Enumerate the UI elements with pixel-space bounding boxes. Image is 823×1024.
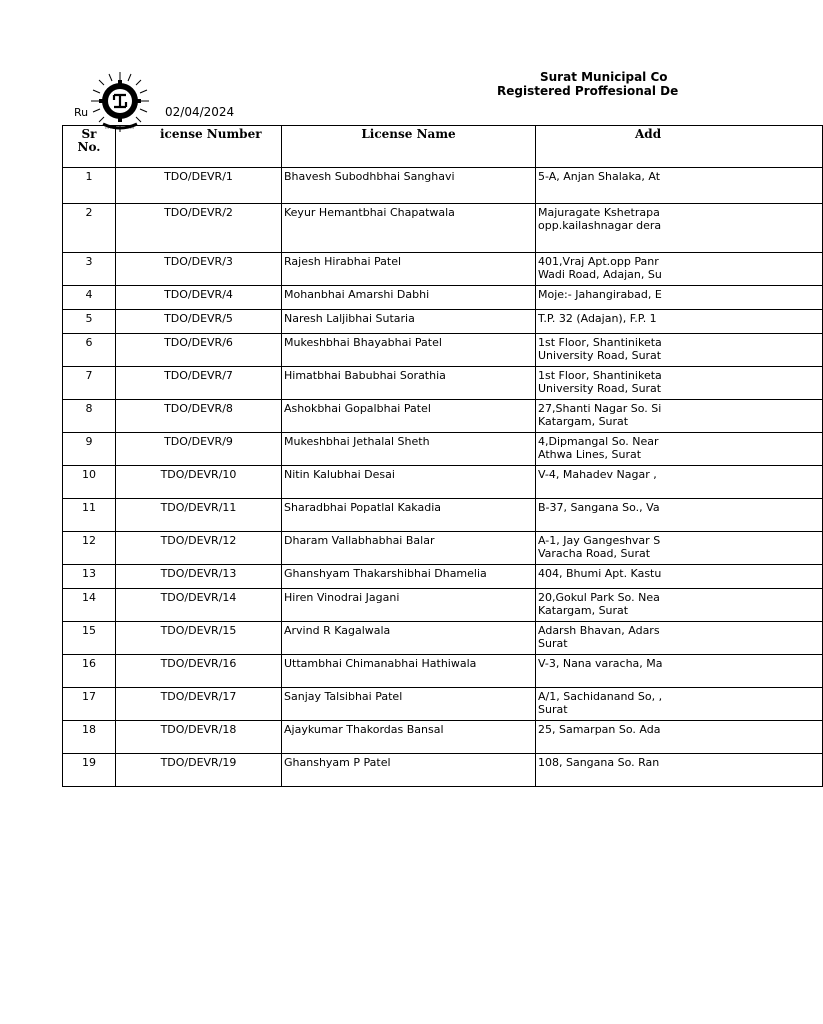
cell-sr-no: 16 — [63, 655, 116, 688]
cell-license-number: TDO/DEVR/3 — [116, 253, 282, 286]
cell-license-number: TDO/DEVR/6 — [116, 334, 282, 367]
cell-license-name: Nitin Kalubhai Desai — [282, 466, 536, 499]
cell-license-number: TDO/DEVR/16 — [116, 655, 282, 688]
cell-license-name: Uttambhai Chimanabhai Hathiwala — [282, 655, 536, 688]
cell-sr-no: 8 — [63, 400, 116, 433]
cell-address: 27,Shanti Nagar So. Si Katargam, Surat — [536, 400, 823, 433]
table-row — [63, 310, 823, 334]
cell-address: 25, Samarpan So. Ada — [536, 721, 823, 754]
table-row — [63, 286, 823, 310]
report-title-line2: Registered Proffesional De — [497, 84, 679, 98]
cell-address: A-1, Jay Gangeshvar S Varacha Road, Surat — [536, 532, 823, 565]
table-row — [63, 204, 823, 253]
cell-sr-no: 4 — [63, 286, 116, 310]
cell-license-number: TDO/DEVR/7 — [116, 367, 282, 400]
cell-license-name: Mukeshbhai Jethalal Sheth — [282, 433, 536, 466]
cell-license-number: TDO/DEVR/12 — [116, 532, 282, 565]
cell-address: 20,Gokul Park So. Nea Katargam, Surat — [536, 589, 823, 622]
cell-license-number: TDO/DEVR/10 — [116, 466, 282, 499]
cell-address: Moje:- Jahangirabad, E — [536, 286, 823, 310]
cell-license-name: Hiren Vinodrai Jagani — [282, 589, 536, 622]
cell-sr-no: 7 — [63, 367, 116, 400]
cell-sr-no: 17 — [63, 688, 116, 721]
cell-sr-no: 12 — [63, 532, 116, 565]
cell-sr-no: 10 — [63, 466, 116, 499]
table-row — [63, 655, 823, 688]
cell-license-name: Bhavesh Subodhbhai Sanghavi — [282, 168, 536, 204]
cell-address: T.P. 32 (Adajan), F.P. 1 — [536, 310, 823, 334]
cell-address: 404, Bhumi Apt. Kastu — [536, 565, 823, 589]
cell-address: 401,Vraj Apt.opp Panr Wadi Road, Adajan, Su — [536, 253, 823, 286]
table-row — [63, 499, 823, 532]
cell-license-number: TDO/DEVR/5 — [116, 310, 282, 334]
cell-license-number: TDO/DEVR/9 — [116, 433, 282, 466]
table-row — [63, 334, 823, 367]
table-row — [63, 400, 823, 433]
table-row — [63, 532, 823, 565]
cell-license-number: TDO/DEVR/18 — [116, 721, 282, 754]
cell-license-name: Mukeshbhai Bhayabhai Patel — [282, 334, 536, 367]
cell-address: 1st Floor, Shantiniketa University Road, Surat — [536, 367, 823, 400]
cell-sr-no: 6 — [63, 334, 116, 367]
run-date: 02/04/2024 — [165, 105, 235, 119]
cell-license-number: TDO/DEVR/1 — [116, 168, 282, 204]
cell-sr-no: 1 — [63, 168, 116, 204]
col-header-license-number: icense Number — [116, 126, 282, 168]
table-row — [63, 622, 823, 655]
cell-sr-no: 15 — [63, 622, 116, 655]
cell-license-name: Ajaykumar Thakordas Bansal — [282, 721, 536, 754]
table-row — [63, 253, 823, 286]
cell-address: 1st Floor, Shantiniketa University Road, Surat — [536, 334, 823, 367]
col-header-license-name: License Name — [282, 126, 536, 168]
cell-license-name: Dharam Vallabhabhai Balar — [282, 532, 536, 565]
cell-address: B-37, Sangana So., Va — [536, 499, 823, 532]
table-row — [63, 688, 823, 721]
cell-license-number: TDO/DEVR/19 — [116, 754, 282, 787]
cell-address: Majuragate Kshetrapa opp.kailashnagar dera — [536, 204, 823, 253]
cell-license-name: Arvind R Kagalwala — [282, 622, 536, 655]
table-row — [63, 466, 823, 499]
cell-license-name: Sharadbhai Popatlal Kakadia — [282, 499, 536, 532]
table-row — [63, 754, 823, 787]
table-row — [63, 565, 823, 589]
cell-license-name: Sanjay Talsibhai Patel — [282, 688, 536, 721]
table-row — [63, 721, 823, 754]
cell-license-name: Ghanshyam P Patel — [282, 754, 536, 787]
cell-sr-no: 18 — [63, 721, 116, 754]
table-row — [63, 367, 823, 400]
cell-license-number: TDO/DEVR/13 — [116, 565, 282, 589]
cell-address: A/1, Sachidanand So, , Surat — [536, 688, 823, 721]
cell-address: Adarsh Bhavan, Adars Surat — [536, 622, 823, 655]
cell-sr-no: 14 — [63, 589, 116, 622]
cell-sr-no: 3 — [63, 253, 116, 286]
col-header-sr-no-label: Sr No. — [77, 127, 101, 154]
col-header-address: Add — [536, 126, 823, 168]
cell-license-name: Keyur Hemantbhai Chapatwala — [282, 204, 536, 253]
cell-address: V-3, Nana varacha, Ma — [536, 655, 823, 688]
cell-license-name: Ghanshyam Thakarshibhai Dhamelia — [282, 565, 536, 589]
cell-sr-no: 2 — [63, 204, 116, 253]
cell-address: 108, Sangana So. Ran — [536, 754, 823, 787]
cell-sr-no: 13 — [63, 565, 116, 589]
cell-license-number: TDO/DEVR/4 — [116, 286, 282, 310]
municipal-emblem-logo — [85, 68, 155, 138]
cell-license-number: TDO/DEVR/8 — [116, 400, 282, 433]
report-title-line1: Surat Municipal Co — [540, 70, 668, 84]
cell-address: V-4, Mahadev Nagar , — [536, 466, 823, 499]
cell-sr-no: 11 — [63, 499, 116, 532]
cell-license-name: Rajesh Hirabhai Patel — [282, 253, 536, 286]
cell-license-name: Himatbhai Babubhai Sorathia — [282, 367, 536, 400]
cell-license-name: Ashokbhai Gopalbhai Patel — [282, 400, 536, 433]
table-row — [63, 168, 823, 204]
cell-license-number: TDO/DEVR/17 — [116, 688, 282, 721]
cell-sr-no: 9 — [63, 433, 116, 466]
cell-license-number: TDO/DEVR/14 — [116, 589, 282, 622]
cell-license-number: TDO/DEVR/2 — [116, 204, 282, 253]
cell-license-number: TDO/DEVR/11 — [116, 499, 282, 532]
cell-license-name: Naresh Laljibhai Sutaria — [282, 310, 536, 334]
table-row — [63, 433, 823, 466]
cell-address: 4,Dipmangal So. Near Athwa Lines, Surat — [536, 433, 823, 466]
table-header-row — [63, 126, 823, 168]
run-label: Ru — [74, 106, 89, 119]
cell-sr-no: 5 — [63, 310, 116, 334]
cell-sr-no: 19 — [63, 754, 116, 787]
cell-address: 5-A, Anjan Shalaka, At — [536, 168, 823, 204]
cell-license-number: TDO/DEVR/15 — [116, 622, 282, 655]
table-row — [63, 589, 823, 622]
cell-license-name: Mohanbhai Amarshi Dabhi — [282, 286, 536, 310]
license-table — [62, 125, 823, 787]
